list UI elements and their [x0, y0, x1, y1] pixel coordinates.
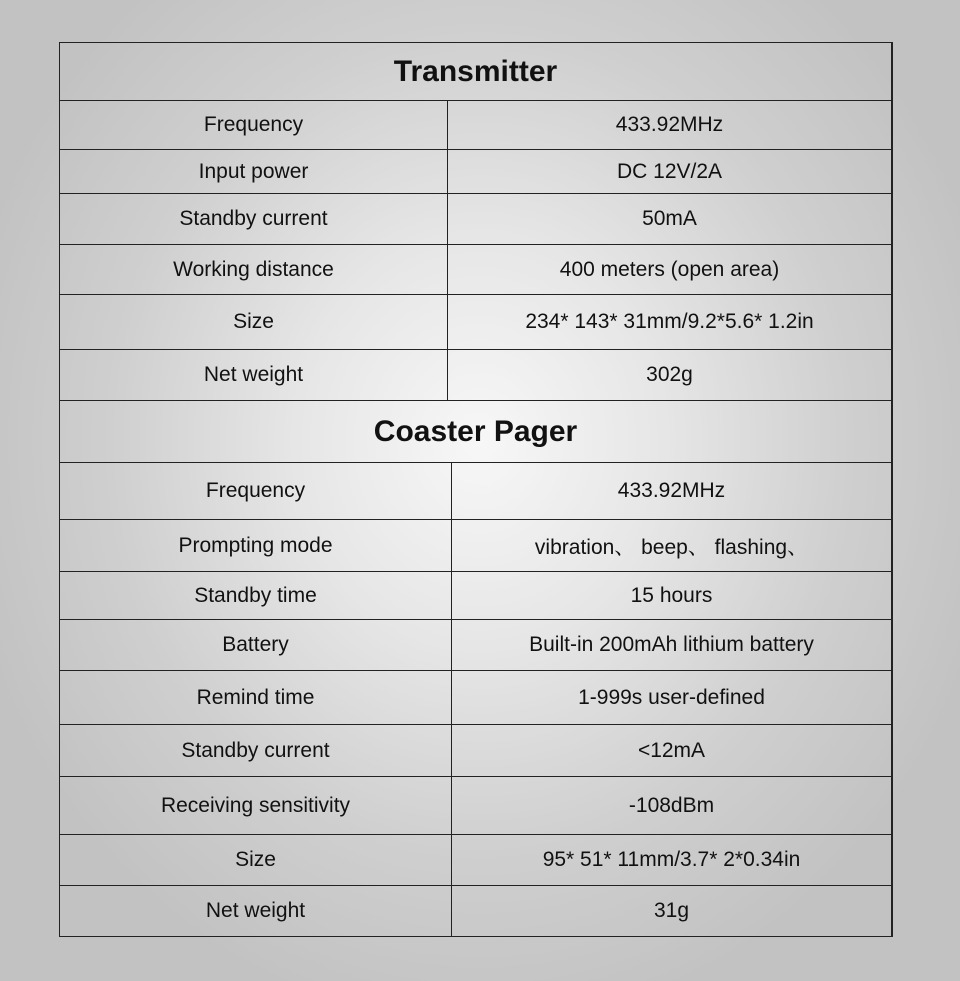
table-row: [60, 835, 891, 886]
spec-label: Standby current: [60, 725, 452, 776]
table-row: [60, 886, 891, 937]
table-row: [60, 671, 891, 725]
table-row: [60, 520, 891, 572]
table-row: [60, 463, 891, 520]
spec-value: 31g: [653, 899, 690, 922]
table-row: [60, 194, 891, 245]
table-row: [60, 150, 891, 194]
spec-label: Size: [60, 835, 452, 885]
spec-value: 302g: [646, 363, 693, 386]
spec-value: 95* 51* 11mm/3.7* 2*0.34in: [542, 848, 801, 871]
table-row: [60, 620, 891, 671]
table-row: [60, 101, 891, 150]
spec-value: 234* 143* 31mm/9.2*5.6* 1.2in: [525, 310, 814, 333]
table-row: [60, 245, 891, 295]
table-row: [60, 572, 891, 620]
table-row: [60, 777, 891, 835]
spec-label: Receiving sensitivity: [60, 777, 452, 834]
spec-label: Size: [60, 295, 448, 349]
spec-label: Standby current: [60, 194, 448, 244]
spec-label: Frequency: [60, 101, 448, 149]
spec-table: [59, 42, 893, 937]
spec-value: 433.92MHz: [617, 479, 726, 502]
spec-label: Working distance: [60, 245, 448, 294]
spec-label: Remind time: [60, 671, 452, 724]
spec-value: 1-999s user-defined: [578, 685, 765, 709]
table-row: [60, 350, 891, 401]
spec-value: vibration、 beep、 flashing、: [534, 535, 809, 559]
spec-label: Standby time: [60, 572, 452, 619]
spec-value: DC 12V/2A: [616, 159, 723, 183]
spec-value: 50mA: [642, 207, 697, 230]
spec-value: 15 hours: [630, 583, 713, 607]
spec-value: 400 meters (open area): [559, 257, 780, 281]
table-row: [60, 295, 891, 350]
spec-label: Battery: [60, 620, 452, 670]
transmitter-title: Transmitter: [60, 43, 891, 101]
pager-title: Coaster Pager: [60, 401, 891, 463]
spec-label: Net weight: [60, 350, 448, 400]
spec-value: 433.92MHz: [615, 113, 724, 136]
spec-label: Input power: [60, 150, 448, 193]
spec-label: Net weight: [60, 886, 452, 936]
table-row: [60, 725, 891, 777]
spec-value: <12mA: [637, 738, 706, 762]
spec-label: Prompting mode: [60, 520, 452, 571]
spec-value: Built-in 200mAh lithium battery: [529, 633, 814, 656]
spec-label: Frequency: [60, 463, 452, 519]
spec-value: -108dBm: [628, 793, 715, 817]
